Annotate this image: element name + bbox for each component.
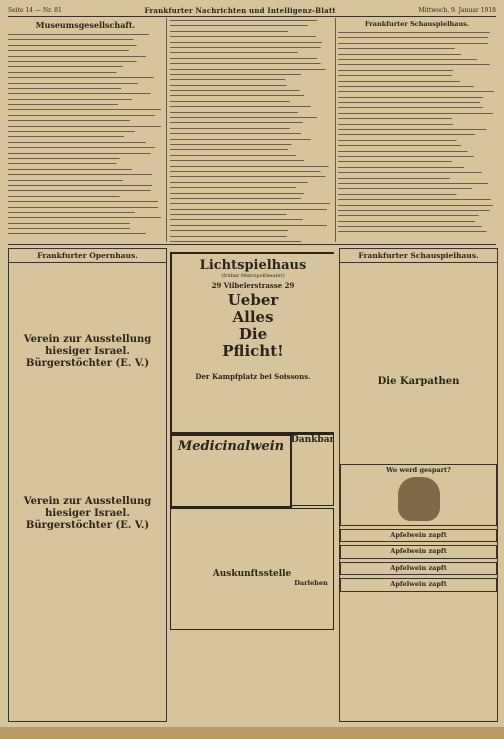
schauspiel-programme xyxy=(340,263,497,373)
ads-right-column xyxy=(339,248,498,722)
slogan-line: Pflicht! xyxy=(222,342,284,360)
lichtspiel-title: Lichtspielhaus xyxy=(199,258,307,273)
section-divider xyxy=(8,244,496,245)
vase-illustration xyxy=(398,477,440,521)
article-heading: Museumsgesellschaft. xyxy=(35,20,136,30)
auskunft-title: Auskunftsstelle xyxy=(212,569,292,579)
darlehen-ad xyxy=(290,510,332,650)
lichtspiel-subtitle: (früher Metropoltheater) xyxy=(221,273,285,279)
dankbar-title: Dankbar xyxy=(291,435,334,445)
verein-ad-1: Verein zur Ausstellung hiesiger Israel. Bürgerstöchter (E. V.) xyxy=(23,334,152,369)
page-header xyxy=(8,4,496,17)
page-edge xyxy=(0,727,504,739)
slogan-line: Alles xyxy=(232,308,274,326)
article-column-2 xyxy=(170,18,332,242)
medicinalwein-ad xyxy=(170,434,292,508)
opera-ad-title: Frankfurter Opernhaus. xyxy=(9,249,166,263)
karpathen-text xyxy=(340,391,497,461)
issue-date: Mittwoch, 9. Januar 1918 xyxy=(418,6,496,14)
verein-ad-2: Verein zur Ausstellung hiesiger Israel. Bürgerstöchter (E. V.) xyxy=(23,496,152,531)
dankbar-ad xyxy=(290,434,334,506)
wer-gespart-title: Wo werd gespart? xyxy=(386,466,451,474)
wer-gespart-ad xyxy=(340,464,497,526)
karpathen-ad: Die Karpathen xyxy=(377,376,460,387)
apfelwein-ad: Apfelwein zapft xyxy=(340,545,497,559)
apfelwein-ad: Apfelwein zapft xyxy=(340,562,497,576)
opera-programme xyxy=(9,263,166,331)
column-rule xyxy=(335,18,336,242)
apfelwein-ad: Apfelwein zapft xyxy=(340,529,497,543)
verein-ad-2-text xyxy=(9,535,166,655)
slogan-line: Ueber xyxy=(227,291,279,309)
page-number: Seite 14 — Nr. 81 xyxy=(8,6,62,14)
darlehen-title: Darlehen xyxy=(294,579,328,587)
article-column-1 xyxy=(8,18,163,242)
lichtspiel-address: 29 Vilbelerstrasse 29 xyxy=(211,281,295,290)
text-line xyxy=(170,239,332,242)
text-line xyxy=(338,229,496,234)
article-column-3 xyxy=(338,18,496,242)
column-rule xyxy=(166,18,167,242)
verein-ad-1-text xyxy=(9,373,166,493)
kampfplatz-title: Der Kampfplatz bei Soissons. xyxy=(195,372,311,381)
ads-left-column xyxy=(8,248,167,722)
medicinal-title: Medicinalwein xyxy=(177,439,285,454)
text-line xyxy=(8,231,163,236)
ads-middle-column xyxy=(170,248,334,720)
lichtspielhaus-ad xyxy=(170,252,334,434)
masthead: Frankfurter Nachrichten und Intelligenz-Blatt xyxy=(144,5,336,15)
slogan-line: Die xyxy=(238,325,268,343)
apfelwein-ad: Apfelwein zapft xyxy=(340,578,497,592)
article-heading: Frankfurter Schauspielhaus. xyxy=(364,20,470,28)
schauspielhaus-ad-title: Frankfurter Schauspielhaus. xyxy=(340,249,497,263)
